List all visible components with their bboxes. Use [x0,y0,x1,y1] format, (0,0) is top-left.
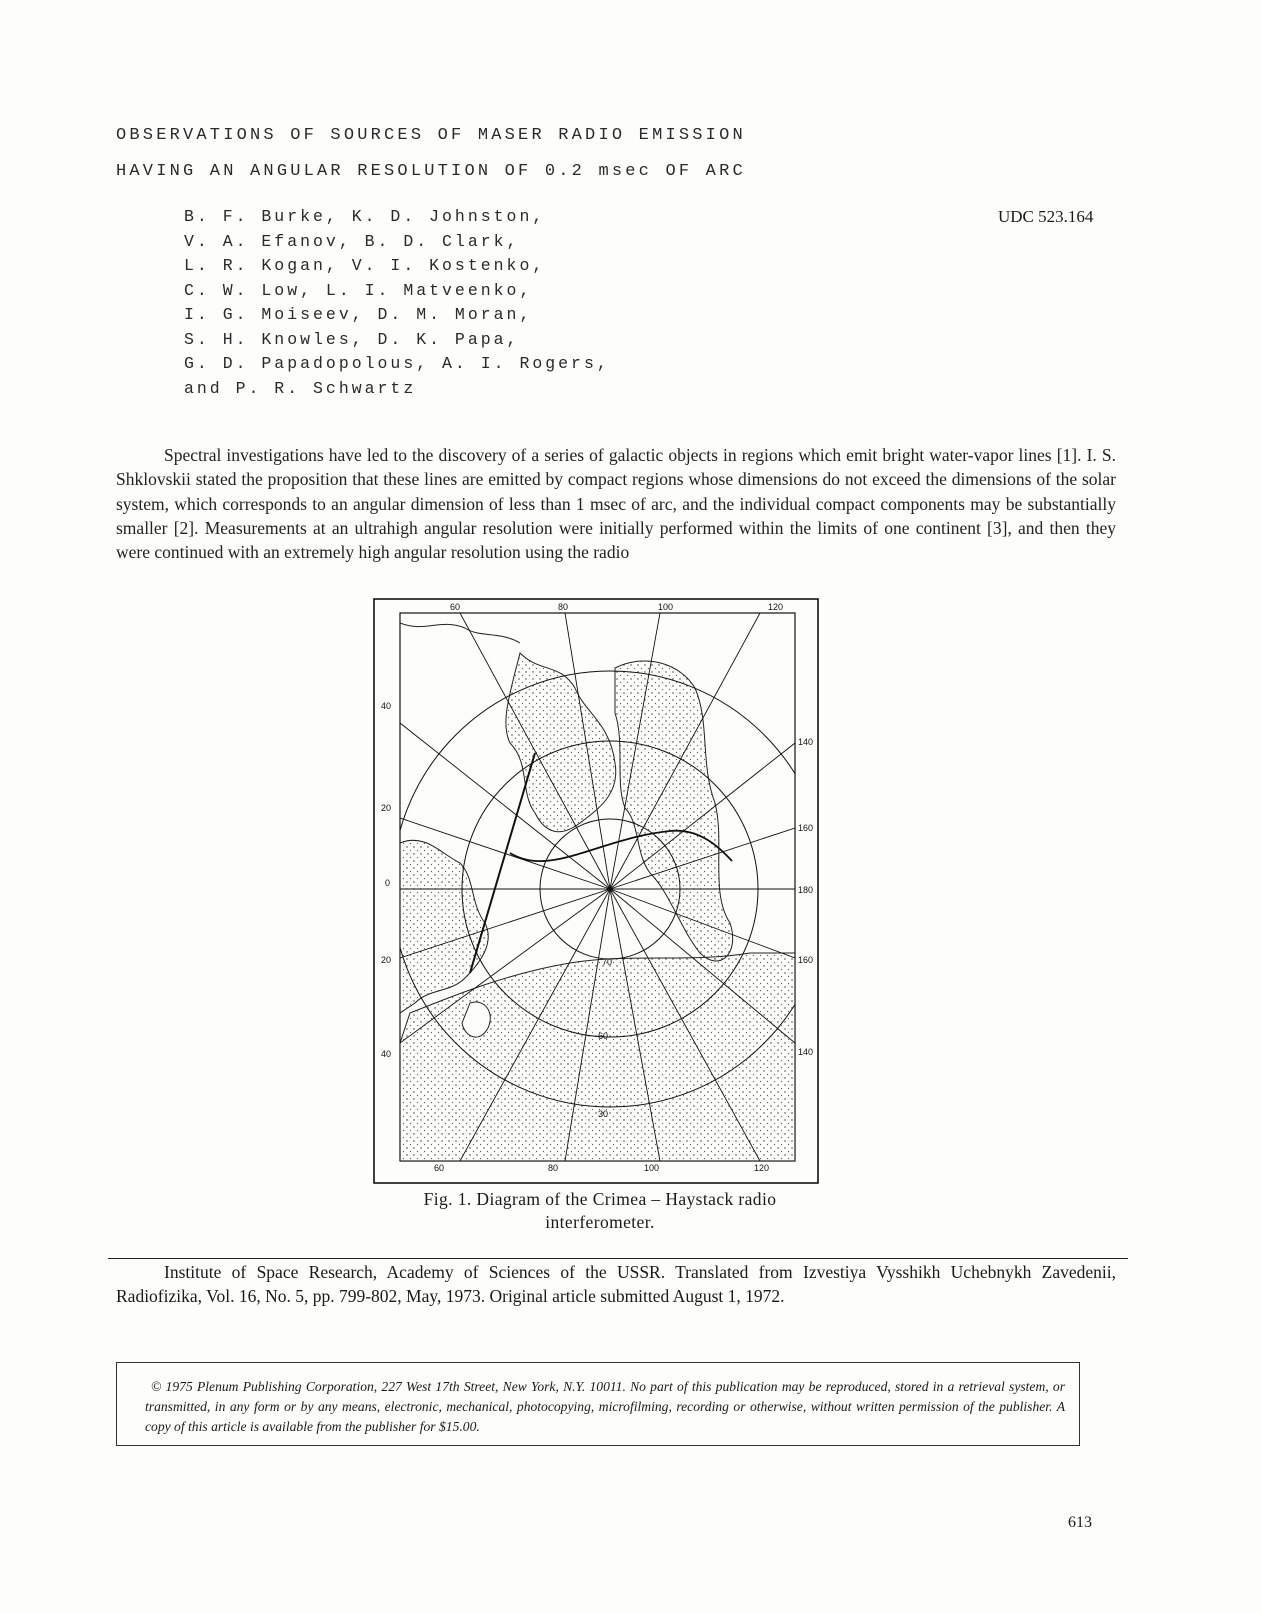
tick-left: 40 [381,701,392,711]
author-line: L. R. Kogan, V. I. Kostenko, [184,256,546,275]
landmass-east [615,661,733,961]
tick-top: 60 [450,602,461,612]
copyright-text: © 1975 Plenum Publishing Corporation, 227 West 17th Street, New York, N.Y. 10011. No part of this publication may be reproduced, stored in a retrieval system, or transmitted, in any form or by any means, electronic, mechanical, photocopying, microfilming, recording or otherwise, without written permission of the publisher. A copy of this article is available from the publisher for $15.00. [145,1379,1065,1434]
right-ticks [798,737,813,1057]
tick-right: 180 [798,885,814,895]
title-line-2: HAVING AN ANGULAR RESOLUTION OF 0.2 msec OF ARC [116,162,746,181]
affiliation-note: Institute of Space Research, Academy of Sciences of the USSR. Translated from Izvestiya Vysshikh Uchebnykh Zavedenii, Radiofizika, Vol. 16, No. 5, pp. 799-802, May, 1973. Original article submitted August 1, 1972. [116,1262,1116,1306]
udc-code: UDC 523.164 [998,207,1094,226]
copyright-box [116,1362,1080,1446]
author-line: V. A. Efanov, B. D. Clark, [184,231,520,251]
latitude-label-30: 30 [598,1109,609,1119]
tick-left: 20 [381,803,392,813]
page-number: 613 [1068,1514,1092,1531]
tick-top: 120 [768,602,784,612]
tick-top: 80 [558,602,569,612]
coast-line-northwest [400,623,520,643]
tick-right: 140 [798,1047,814,1057]
caption-line-1: Fig. 1. Diagram of the Crimea – Haystack radio [423,1189,777,1209]
tick-bottom: 100 [644,1163,660,1173]
pole-center [608,887,612,891]
tick-bottom: 80 [548,1163,559,1173]
author-line: G. D. Papadopolous, A. I. Rogers, [184,354,610,373]
tick-left: 0 [385,878,391,888]
top-ticks [450,602,783,612]
latitude-label-60: 60 [598,1031,609,1041]
figure-caption [360,1188,840,1234]
author-line: S. H. Knowles, D. K. Papa, [184,329,520,349]
tick-bottom: 120 [754,1163,770,1173]
latitude-label-70: 70 [602,957,613,967]
footnote-rule [108,1258,1128,1259]
left-ticks [381,701,391,1059]
title-line-1: OBSERVATIONS OF SOURCES OF MASER RADIO EMISSION [116,126,746,145]
figure-map [370,593,822,1185]
tick-top: 100 [658,602,674,612]
author-line: B. F. Burke, K. D. Johnston, [184,207,546,226]
author-line: and P. R. Schwartz [184,378,417,398]
article-title [116,118,1016,190]
polar-projection-map [370,593,822,1185]
tick-right: 140 [798,737,814,747]
bottom-ticks [434,1163,769,1173]
author-line: C. W. Low, L. I. Matveenko, [184,280,533,300]
tick-left: 20 [381,955,392,965]
body-paragraph: Spectral investigations have led to the discovery of a series of galactic objects in regions which emit bright water-vapor lines [1]. I. S. Shklovskii stated the proposition that these lines are emitted by compact regions whose dimensions do not exceed the dimensions of the solar system, which corresponds to an angular dimension of less than 1 msec of arc, and the individual compact components may be substantially smaller [2]. Measurements at an ultrahigh angular resolution were initially performed within the limits of one continent [3], and then they were continued with an extremely high angular resolution using the radio [116,445,1116,563]
tick-bottom: 60 [434,1163,445,1173]
caption-line-2: interferometer. [545,1212,655,1232]
landmass-north [506,653,616,832]
landmass-south [400,953,795,1161]
landmass-west [400,840,488,1013]
tick-right: 160 [798,823,814,833]
tick-left: 40 [381,1049,392,1059]
author-list [184,205,704,401]
tick-right: 160 [798,955,814,965]
author-line: I. G. Moiseev, D. M. Moran, [184,305,533,324]
